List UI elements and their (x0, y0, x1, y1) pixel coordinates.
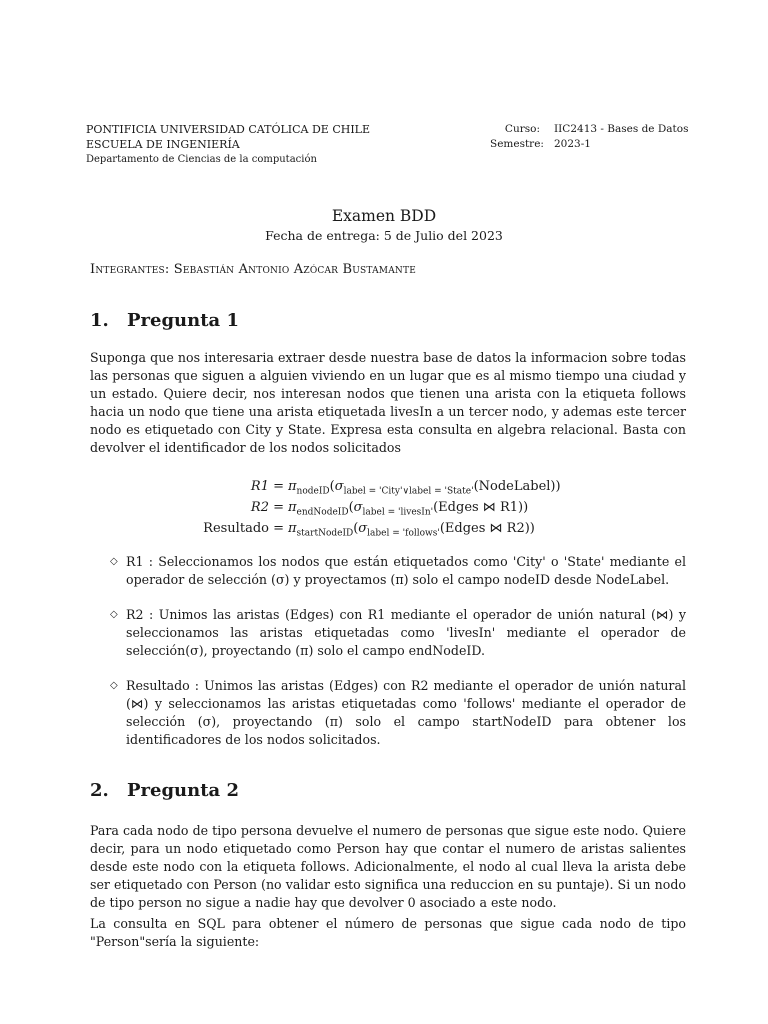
list-item: ◇ Resultado : Unimos las aristas (Edges) con R2 mediante el operador de unión natural (⋈) y seleccionamos las aristas etiquetadas como 'follows' mediante el operador de selección (σ), proyectando (π) solo el campo startNodeID para obtener los identificadores de los nodos solicitados. (110, 678, 686, 747)
question-1-statement: Suponga que nos interesaria extraer desde nuestra base de datos la informacion sobre todas las personas que siguen a alguien viviendo en un lugar que es al mismo tiempo una ciudad y un estado. Quiere decir, nos interesan nodos que tienen una arista con la etiqueta follows hacia un nodo que tiene una arista etiquetada livesIn a un tercer nodo, y ademas este tercer nodo es etiquetado con City y State. Expresa esta consulta en algebra relacional. Basta con devolver el identificador de los nodos solicitados (90, 350, 686, 455)
projection-subscript: startNodeID (296, 528, 354, 539)
explanation-list (110, 553, 686, 766)
school-name: ESCUELA DE INGENIERÍA (86, 138, 240, 151)
section-heading-2 (90, 780, 239, 801)
section-number: 1. (90, 310, 109, 331)
eq-lhs: R2 (250, 500, 269, 515)
diamond-bullet-icon: ◇ (110, 609, 118, 620)
list-item: ◇ R2 : Unimos las aristas (Edges) con R1 mediante el operador de unión natural (⋈) y seleccionamos las aristas etiquetadas como 'livesIn' mediante el operador de selección(σ), proyectando (π) solo el campo endNodeID. (110, 607, 686, 658)
university-name: PONTIFICIA UNIVERSIDAD CATÓLICA DE CHILE (86, 123, 371, 136)
sql-intro-text: La consulta en SQL para obtener el número de personas que sigue cada nodo de tipo "Person"sería la siguiente: (90, 916, 686, 949)
equation-r1: R1 = $\pi_{nodeID}(\sigma_{label = 'City'\vee label = 'State'}(NodeLabel))$ (250, 479, 561, 497)
eq-lhs: Resultado (203, 521, 269, 536)
diamond-bullet-icon: ◇ (110, 556, 118, 567)
list-item: ◇ R1 : Seleccionamos los nodos que están etiquetados como 'City' o 'State' mediante el operador de selección (σ) y proyectamos (π) solo el campo nodeID desde NodeLabel. (110, 554, 686, 587)
projection-subscript: nodeID (296, 486, 330, 497)
document-title: Examen BDD (331, 207, 437, 225)
semester-value: 2023-1 (554, 138, 591, 150)
selection-subscript: label = 'City'∨label = 'State' (343, 486, 474, 497)
semester-label: Semestre: (490, 138, 544, 150)
course-block (490, 122, 688, 152)
eq-argument: (Edges ⋈ R2)) (439, 521, 535, 536)
section-title: Pregunta 1 (127, 310, 239, 331)
equation-r2: R2 = $\pi_{endNodeID}(\sigma_{label = 'livesIn'}(Edges$ ⋈ R1)) (250, 500, 529, 518)
projection-subscript: endNodeID (296, 507, 349, 518)
relational-algebra-equations (0, 476, 768, 539)
institution-block (86, 122, 370, 167)
selection-subscript: label = 'follows' (367, 528, 440, 539)
eq-argument: (Edges ⋈ R1)) (433, 500, 529, 515)
diamond-bullet-icon: ◇ (110, 680, 118, 691)
delivery-date: Fecha de entrega: 5 de Julio del 2023 (265, 228, 503, 243)
course-value: IIC2413 - Bases de Datos (554, 123, 689, 135)
question-2-statement: Para cada nodo de tipo persona devuelve el numero de personas que sigue este nodo. Quiere decir, para un nodo etiquetado como Person hay que contar el numero de aristas salientes desde este nodo con la etiqueta follows. Adicionalmente, el nodo al cual lleva la arista debe ser etiquetado con Person (no validar esto significa una reduccion en su puntaje). Si un nodo de tipo person no sigue a nadie hay que devolver 0 asociado a este nodo. (90, 823, 686, 910)
equation-resultado: Resultado = $\pi_{startNodeID}(\sigma_{label = 'follows'}(Edges$ ⋈ R2)) (203, 521, 535, 539)
eq-lhs: R1 (250, 479, 269, 494)
department-name: Departamento de Ciencias de la computación (86, 154, 317, 165)
section-heading-1 (90, 310, 239, 331)
authors-line: Integrantes: Sebastián Antonio Azócar Bustamante (90, 262, 416, 277)
course-label: Curso: (504, 123, 540, 135)
selection-subscript: label = 'livesIn' (362, 507, 434, 518)
section-number: 2. (90, 780, 109, 801)
section-title: Pregunta 2 (127, 780, 239, 801)
eq-argument: (NodeLabel)) (473, 479, 561, 494)
